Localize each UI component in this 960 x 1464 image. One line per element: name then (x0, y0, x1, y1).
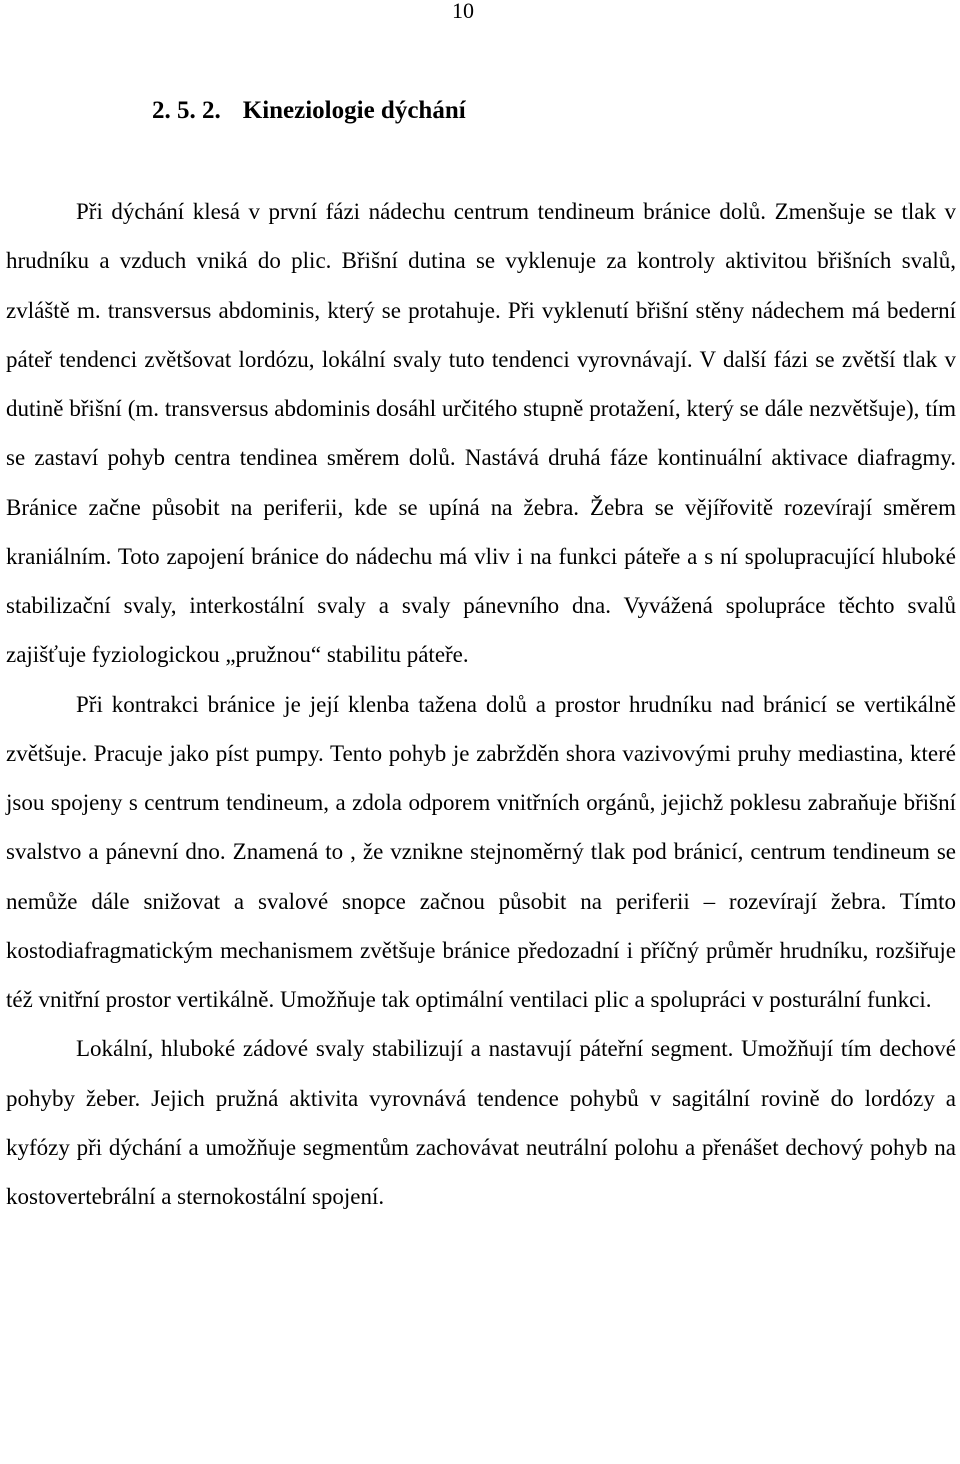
page-number: 10 (452, 0, 474, 23)
paragraph-3: Lokální, hluboké zádové svaly stabilizují a nastavují páteřní segment. Umožňují tím dechové pohyby žeber. Jejich pružná aktivita vyrovnává tendence pohybů v sagitální rovině do lordózy a kyfózy při dýchání a umožňuje segmentům zachovávat neutrální polohu a přenášet dechový pohyb na kostovertebrální a sternokostální spojení. (6, 1036, 956, 1209)
section-title: Kineziologie dýchání (242, 97, 466, 124)
section-heading (152, 94, 466, 128)
paragraph-1: Při dýchání klesá v první fázi nádechu centrum tendineum bránice dolů. Zmenšuje se tlak v hrudníku a vzduch vniká do plic. Břišní dutina se vyklenuje za kontroly aktivitou břišních svalů, zvláště m. transversus abdominis, který se protahuje. Při vyklenutí břišní stěny nádechem má bederní páteř tendenci zvětšovat lordózu, lokální svaly tuto tendenci vyrovnávají. V další fázi se zvětší tlak v dutině břišní (m. transversus abdominis dosáhl určitého stupně protažení, který se dále nezvětšuje), tím se zastaví pohyb centra tendinea směrem dolů. Nastává druhá fáze kontinuální aktivace diafragmy. Bránice začne působit na periferii, kde se upíná na žebra. Žebra se vějířovitě rozevírají směrem kraniálním. Toto zapojení bránice do nádechu má vliv i na funkci páteře a s ní spolupracující hluboké stabilizační svaly, interkostální svaly a svaly pánevního dna. Vyvážená spolupráce těchto svalů zajišťuje fyziologickou „pružnou“ stabilitu páteře. (6, 199, 956, 668)
paragraph-2: Při kontrakci bránice je její klenba tažena dolů a prostor hrudníku nad bránicí se vertikálně zvětšuje. Pracuje jako píst pumpy. Tento pohyb je zabržděn shora vazivovými pruhy mediastina, které jsou spojeny s centrum tendineum, a zdola odporem vnitřních orgánů, jejichž poklesu zabraňuje břišní svalstvo a pánevní dno. Znamená to , že vznikne stejnoměrný tlak pod bránicí, centrum tendineum se nemůže dále snižovat a svalové snopce začnou působit na periferii – rozevírají žebra. Tímto kostodiafragmatickým mechanismem zvětšuje bránice předozadní i příčný průměr hrudníku, rozšiřuje též vnitřní prostor vertikálně. Umožňuje tak optimální ventilaci plic a spolupráci v posturální funkci. (6, 691, 956, 1012)
section-number: 2. 5. 2. (152, 97, 221, 124)
body-text (6, 187, 956, 1221)
